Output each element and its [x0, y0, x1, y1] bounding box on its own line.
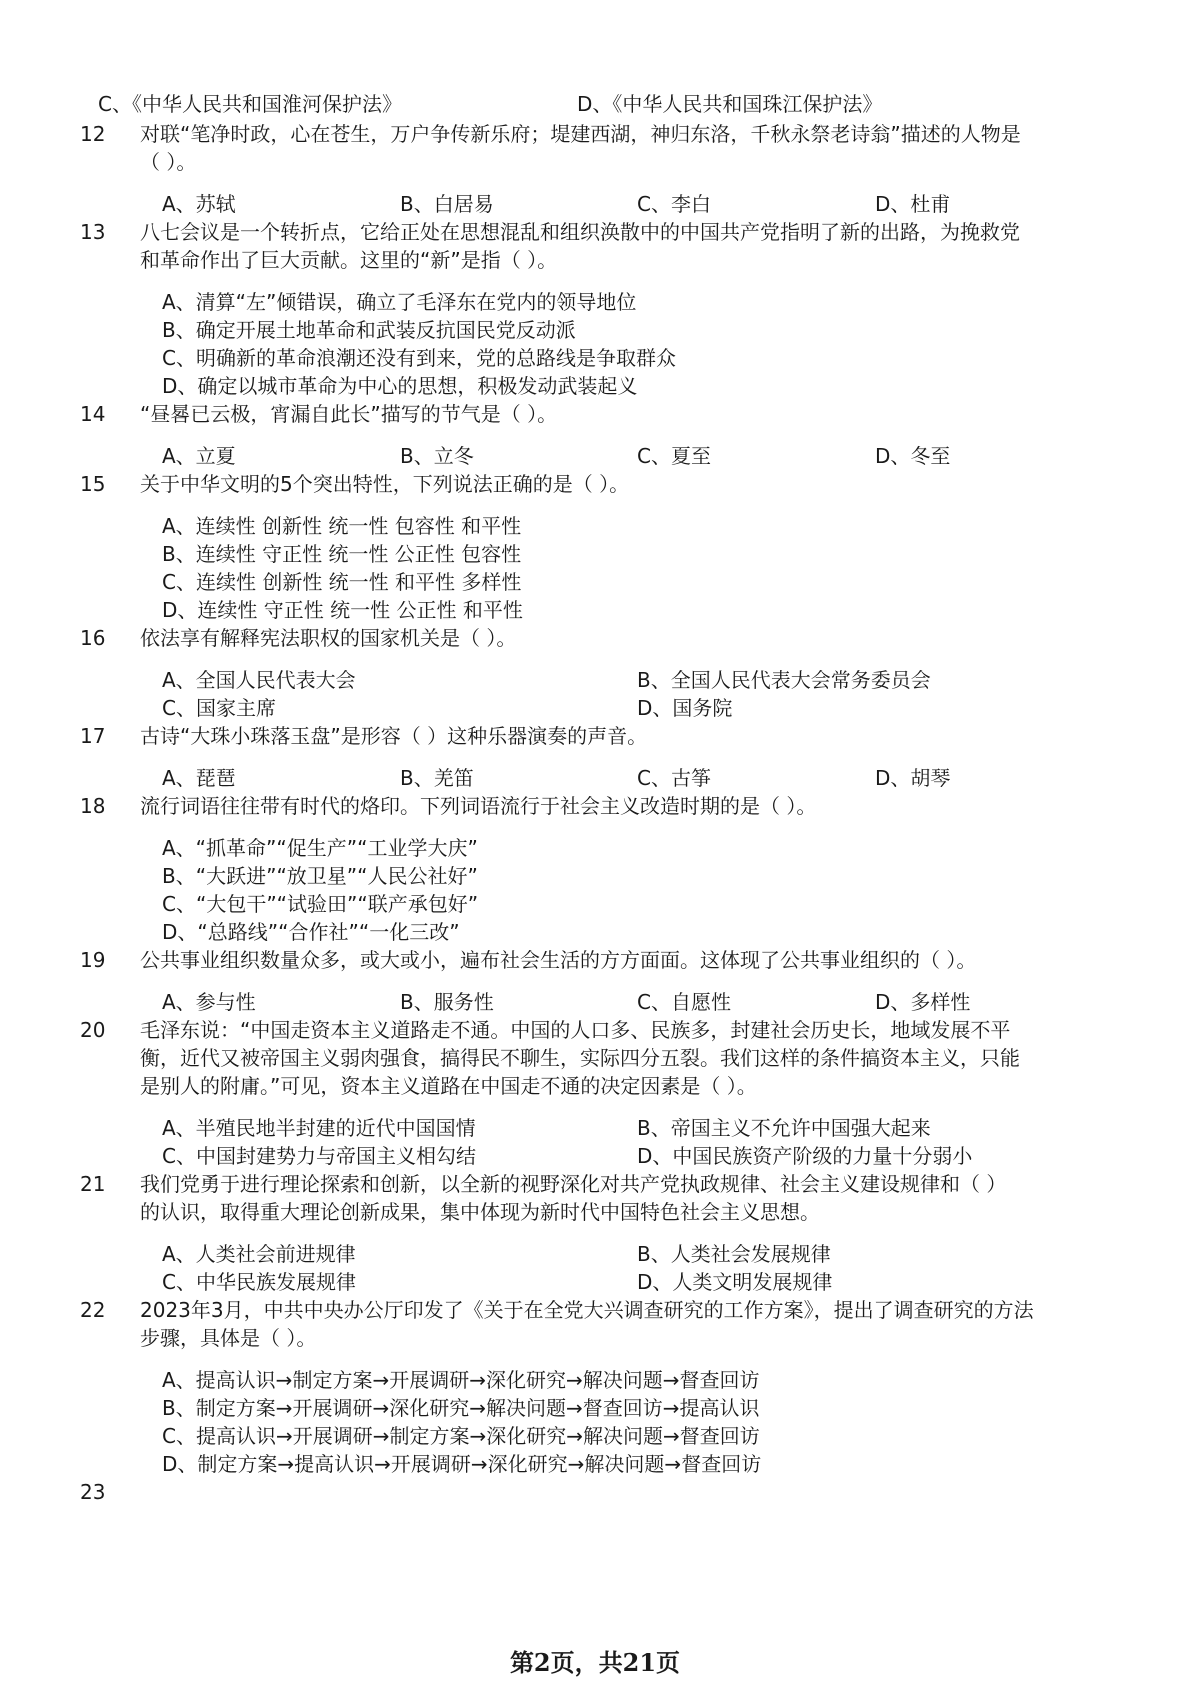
option-a: A、立夏 [162, 444, 236, 468]
option-a: A、清算“左”倾错误，确立了毛泽东在党内的领导地位 [162, 290, 637, 314]
option-b: B、人类社会发展规律 [637, 1242, 831, 1266]
question-number: 14 [80, 402, 106, 426]
question-text: 公共事业组织数量众多，或大或小，遍布社会生活的方方面面。这体现了公共事业组织的（ ）。 [140, 948, 977, 972]
question-text: 毛泽东说：“中国走资本主义道路走不通。中国的人口多、民族多，封建社会历史长，地域发展不平 [140, 1018, 1011, 1042]
option-c: C、李白 [637, 192, 711, 216]
option-a: A、连续性 创新性 统一性 包容性 和平性 [162, 514, 522, 538]
option-d: D、多样性 [875, 990, 971, 1014]
option-b: B、制定方案→开展调研→深化研究→解决问题→督查回访→提高认识 [162, 1396, 760, 1420]
option-c: C、“大包干”“试验田”“联产承包好” [162, 892, 479, 916]
question-number: 23 [80, 1480, 106, 1504]
option-b: B、全国人民代表大会常务委员会 [637, 668, 931, 692]
question-number: 19 [80, 948, 106, 972]
option-d: D、“总路线”“合作社”“一化三改” [162, 920, 460, 944]
prev-option-c: C、《中华人民共和国淮河保护法》 [98, 92, 402, 116]
question-text: 和革命作出了巨大贡献。这里的“新”是指（ ）。 [140, 248, 558, 272]
question-text: 我们党勇于进行理论探索和创新，以全新的视野深化对共产党执政规律、社会主义建设规律和（ ） [140, 1172, 1007, 1196]
option-a: A、提高认识→制定方案→开展调研→深化研究→解决问题→督查回访 [162, 1368, 760, 1392]
question-text: 八七会议是一个转折点，它给正处在思想混乱和组织涣散中的中国共产党指明了新的出路，为挽救党 [140, 220, 1020, 244]
question-text: 2023年3月，中共中央办公厅印发了《关于在全党大兴调查研究的工作方案》，提出了调查研究的方法 [140, 1298, 1034, 1322]
option-b: B、“大跃进”“放卫星”“人民公社好” [162, 864, 478, 888]
option-d: D、中国民族资产阶级的力量十分弱小 [637, 1144, 973, 1168]
option-b: B、羌笛 [400, 766, 474, 790]
option-b: B、连续性 守正性 统一性 公正性 包容性 [162, 542, 522, 566]
option-c: C、中国封建势力与帝国主义相勾结 [162, 1144, 476, 1168]
option-a: A、半殖民地半封建的近代中国国情 [162, 1116, 476, 1140]
question-number: 18 [80, 794, 106, 818]
question-text: 步骤，具体是（ ）。 [140, 1326, 317, 1350]
option-a: A、参与性 [162, 990, 256, 1014]
option-d: D、制定方案→提高认识→开展调研→深化研究→解决问题→督查回访 [162, 1452, 762, 1476]
option-d: D、杜甫 [875, 192, 951, 216]
question-number: 16 [80, 626, 106, 650]
question-text: 古诗“大珠小珠落玉盘”是形容（ ）这种乐器演奏的声音。 [140, 724, 648, 748]
option-b: B、白居易 [400, 192, 494, 216]
question-text: 依法享有解释宪法职权的国家机关是（ ）。 [140, 626, 517, 650]
question-number: 13 [80, 220, 106, 244]
option-d: D、连续性 守正性 统一性 公正性 和平性 [162, 598, 523, 622]
question-text: （ ）。 [140, 150, 197, 174]
option-c: C、提高认识→开展调研→制定方案→深化研究→解决问题→督查回访 [162, 1424, 760, 1448]
option-c: C、国家主席 [162, 696, 276, 720]
option-d: D、确定以城市革命为中心的思想，积极发动武装起义 [162, 374, 638, 398]
option-a: A、全国人民代表大会 [162, 668, 356, 692]
option-d: D、胡琴 [875, 766, 951, 790]
option-c: C、明确新的革命浪潮还没有到来，党的总路线是争取群众 [162, 346, 676, 370]
page-footer: 第2页，共21页 [509, 1648, 681, 1677]
question-number: 17 [80, 724, 106, 748]
option-b: B、服务性 [400, 990, 494, 1014]
option-a: A、苏轼 [162, 192, 236, 216]
option-d: D、冬至 [875, 444, 951, 468]
option-c: C、自愿性 [637, 990, 731, 1014]
option-c: C、夏至 [637, 444, 711, 468]
option-b: B、立冬 [400, 444, 474, 468]
prev-option-d: D、《中华人民共和国珠江保护法》 [577, 92, 883, 116]
question-number: 12 [80, 122, 106, 146]
option-d: D、人类文明发展规律 [637, 1270, 833, 1294]
question-number: 15 [80, 472, 106, 496]
question-number: 20 [80, 1018, 106, 1042]
option-c: C、连续性 创新性 统一性 和平性 多样性 [162, 570, 522, 594]
question-text: “昼晷已云极，宵漏自此长”描写的节气是（ ）。 [140, 402, 558, 426]
question-text: 是别人的附庸。”可见，资本主义道路在中国走不通的决定因素是（ ）。 [140, 1074, 757, 1098]
option-b: B、确定开展土地革命和武装反抗国民党反动派 [162, 318, 576, 342]
question-text: 的认识，取得重大理论创新成果，集中体现为新时代中国特色社会主义思想。 [140, 1200, 820, 1224]
question-number: 21 [80, 1172, 106, 1196]
option-a: A、人类社会前进规律 [162, 1242, 356, 1266]
option-d: D、国务院 [637, 696, 733, 720]
question-number: 22 [80, 1298, 106, 1322]
question-text: 对联“笔净时政，心在苍生，万户争传新乐府；堤建西湖，神归东洛，千秋永祭老诗翁”描述的人物是 [140, 122, 1021, 146]
option-a: A、琵琶 [162, 766, 236, 790]
option-a: A、“抓革命”“促生产”“工业学大庆” [162, 836, 478, 860]
option-c: C、中华民族发展规律 [162, 1270, 356, 1294]
question-text: 衡，近代又被帝国主义弱肉强食，搞得民不聊生，实际四分五裂。我们这样的条件搞资本主义，只能 [140, 1046, 1020, 1070]
option-b: B、帝国主义不允许中国强大起来 [637, 1116, 931, 1140]
question-text: 流行词语往往带有时代的烙印。下列词语流行于社会主义改造时期的是（ ）。 [140, 794, 817, 818]
question-text: 关于中华文明的5个突出特性，下列说法正确的是（ ）。 [140, 472, 630, 496]
option-c: C、古筝 [637, 766, 711, 790]
